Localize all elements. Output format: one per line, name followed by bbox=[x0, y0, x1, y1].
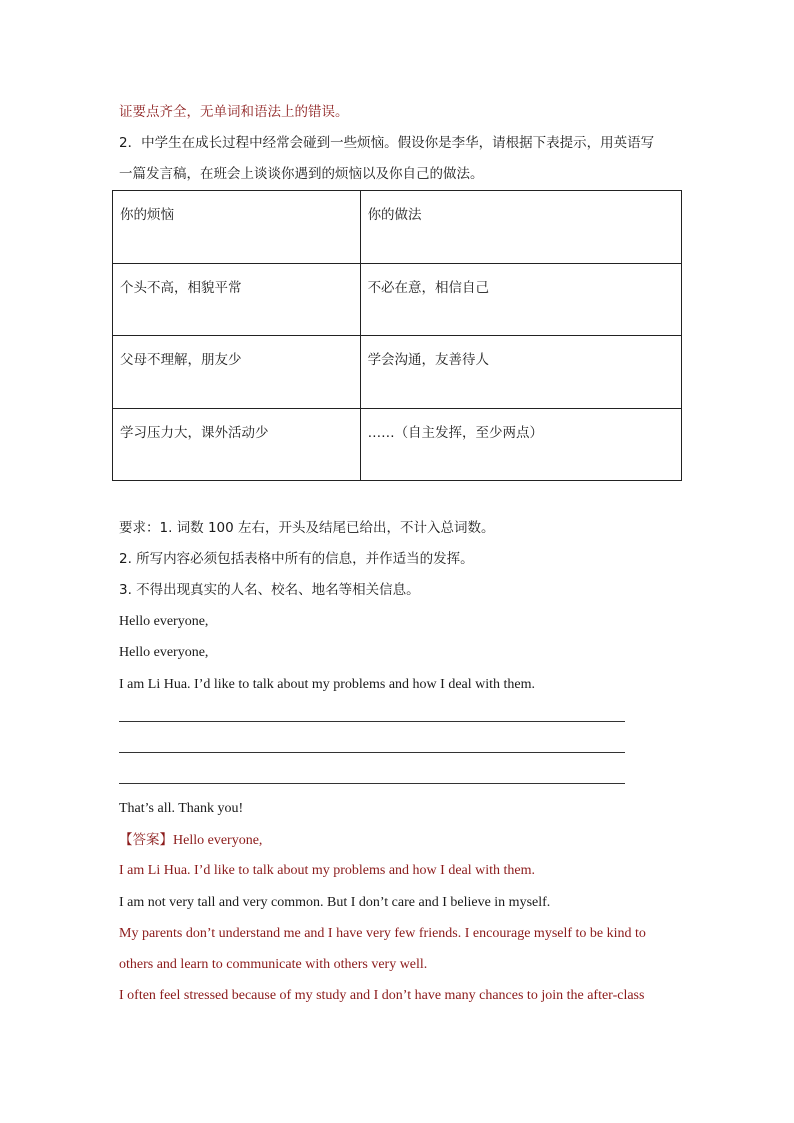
answer-heading bbox=[119, 830, 684, 851]
question-line-2: 一篇发言稿，在班会上谈谈你遇到的烦恼以及你自己的做法。 bbox=[119, 166, 484, 182]
requirement-2: 2. 所写内容必须包括表格中所有的信息，并作适当的发挥。 bbox=[119, 551, 474, 567]
problems-table bbox=[112, 190, 682, 481]
answer-greeting: Hello everyone, bbox=[173, 833, 263, 848]
table-cell-problem: 你的烦恼 bbox=[113, 191, 361, 264]
template-closing: That’s all. Thank you! bbox=[119, 801, 244, 816]
table-cell-solution: 不必在意，相信自己 bbox=[360, 263, 681, 336]
writing-line bbox=[119, 752, 625, 753]
writing-line bbox=[119, 721, 625, 722]
answer-label: 【答案】 bbox=[119, 832, 173, 848]
requirement-3: 3. 不得出现真实的人名、校名、地名等相关信息。 bbox=[119, 582, 420, 598]
writing-line bbox=[119, 783, 625, 784]
answer-line: I often feel stressed because of my study and I don’t have many chances to join the after-class bbox=[119, 988, 645, 1003]
question-line-1: 2．中学生在成长过程中经常会碰到一些烦恼。假设你是李华，请根据下表提示，用英语写 bbox=[119, 135, 655, 151]
table-cell-problem: 个头不高，相貌平常 bbox=[113, 263, 361, 336]
answer-line: I am not very tall and very common. But I don’t care and I believe in myself. bbox=[119, 895, 551, 910]
table-row bbox=[113, 191, 682, 264]
requirement-1: 要求：1. 词数 100 左右，开头及结尾已给出，不计入总词数。 bbox=[119, 520, 495, 536]
table-cell-problem: 父母不理解，朋友少 bbox=[113, 336, 361, 409]
table-cell-solution: 你的做法 bbox=[360, 191, 681, 264]
table-row bbox=[113, 336, 682, 409]
table-cell-problem: 学习压力大，课外活动少 bbox=[113, 408, 361, 481]
template-opening: I am Li Hua. I’d like to talk about my problems and how I deal with them. bbox=[119, 677, 536, 692]
table-cell-solution: 学会沟通，友善待人 bbox=[360, 336, 681, 409]
table-row bbox=[113, 263, 682, 336]
table-cell-solution: ……（自主发挥，至少两点） bbox=[360, 408, 681, 481]
template-greeting-2: Hello everyone, bbox=[119, 645, 209, 660]
answer-line: I am Li Hua. I’d like to talk about my problems and how I deal with them. bbox=[119, 863, 536, 878]
intro-line: 证要点齐全，无单词和语法上的错误。 bbox=[119, 104, 349, 120]
table-row bbox=[113, 408, 682, 481]
template-greeting-1: Hello everyone, bbox=[119, 614, 209, 629]
answer-line: others and learn to communicate with others very well. bbox=[119, 957, 428, 972]
answer-line: My parents don’t understand me and I have very few friends. I encourage myself to be kind to bbox=[119, 926, 646, 941]
